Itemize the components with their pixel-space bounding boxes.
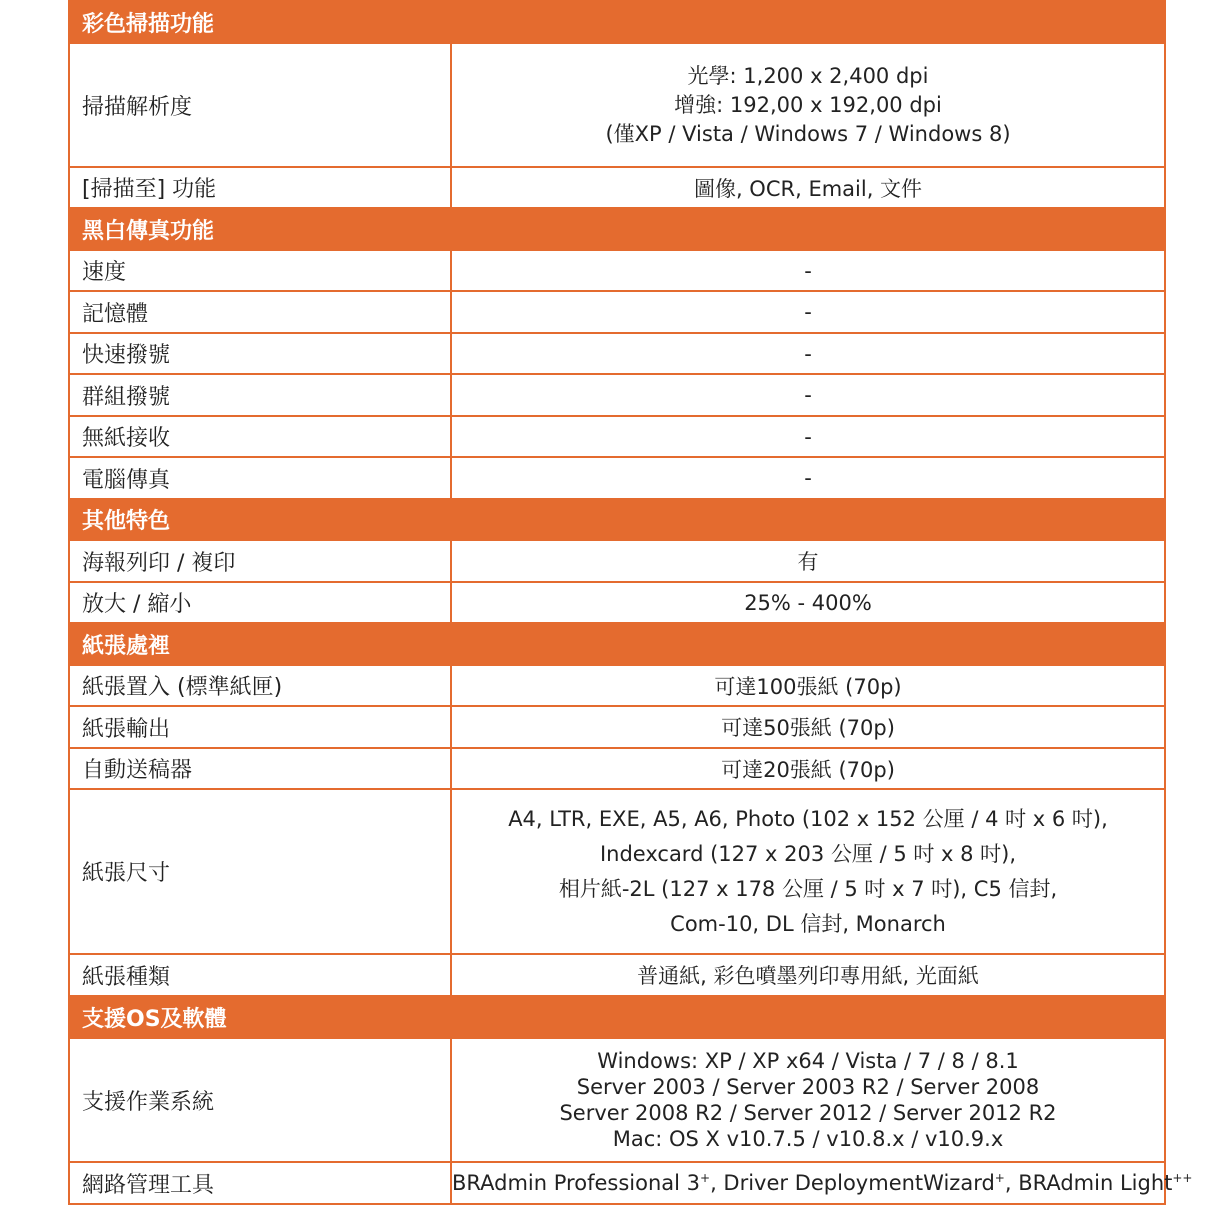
row-label: 速度: [69, 250, 451, 291]
superscript: +: [994, 1171, 1005, 1185]
section-header-paper-handling: [69, 623, 1165, 665]
row-label: 支援作業系統: [69, 1038, 451, 1162]
row-value: 可達20張紙 (70p): [451, 748, 1165, 789]
table-row: [69, 954, 1165, 996]
value-line: Mac: OS X v10.7.5 / v10.8.x / v10.9.x: [612, 1127, 1004, 1151]
value-line: Windows: XP / XP x64 / Vista / 7 / 8 / 8.1: [597, 1049, 1019, 1073]
table-row: [69, 665, 1165, 706]
section-header-other-features: [69, 499, 1165, 540]
row-value: -: [451, 333, 1165, 374]
value-line: Com-10, DL 信封, Monarch: [670, 911, 946, 936]
row-label: 自動送稿器: [69, 748, 451, 789]
row-label: 記憶體: [69, 291, 451, 333]
value-part: BRAdmin Professional 3: [452, 1171, 700, 1195]
spec-table: [68, 0, 1193, 1205]
section-title: 黑白傳真功能: [69, 208, 1165, 250]
row-value: -: [451, 374, 1165, 416]
table-row: [69, 416, 1165, 457]
row-label: [掃描至] 功能: [69, 167, 451, 208]
row-value: [451, 789, 1165, 954]
row-value: [451, 43, 1165, 167]
table-row: [69, 1162, 1165, 1204]
table-row: [69, 167, 1165, 208]
table-row: [69, 748, 1165, 789]
value-line: (僅XP / Vista / Windows 7 / Windows 8): [605, 121, 1011, 146]
row-label: 網路管理工具: [69, 1162, 451, 1204]
row-value: 圖像, OCR, Email, 文件: [451, 167, 1165, 208]
section-header-color-scan: [69, 1, 1165, 43]
value-line: Indexcard (127 x 203 公厘 / 5 吋 x 8 吋),: [599, 841, 1017, 866]
value-line: Server 2003 / Server 2003 R2 / Server 2008: [576, 1075, 1040, 1099]
table-row: [69, 789, 1165, 954]
row-value: -: [451, 457, 1165, 499]
row-value: 可達100張紙 (70p): [451, 665, 1165, 706]
section-header-mono-fax: [69, 208, 1165, 250]
section-title: 紙張處裡: [69, 623, 1165, 665]
row-label: 掃描解析度: [69, 43, 451, 167]
row-label: 快速撥號: [69, 333, 451, 374]
row-label: 紙張輸出: [69, 706, 451, 748]
section-header-os-software: [69, 996, 1165, 1038]
row-label: 紙張置入 (標準紙匣): [69, 665, 451, 706]
row-label: 紙張種類: [69, 954, 451, 996]
value-line: 光學: 1,200 x 2,400 dpi: [687, 63, 929, 88]
row-value: 可達50張紙 (70p): [451, 706, 1165, 748]
row-label: 紙張尺寸: [69, 789, 451, 954]
row-value: -: [451, 416, 1165, 457]
table-row: [69, 333, 1165, 374]
row-value: 普通紙, 彩色噴墨列印專用紙, 光面紙: [451, 954, 1165, 996]
table-row: [69, 43, 1165, 167]
value-line: 相片紙-2L (127 x 178 公厘 / 5 吋 x 7 吋), C5 信封,: [558, 876, 1058, 901]
table-row: [69, 706, 1165, 748]
row-label: 群組撥號: [69, 374, 451, 416]
table-row: [69, 457, 1165, 499]
section-title: 支援OS及軟體: [69, 996, 1165, 1038]
row-label: 電腦傳真: [69, 457, 451, 499]
table-row: [69, 1038, 1165, 1162]
row-label: 海報列印 / 複印: [69, 540, 451, 582]
row-value: 25% - 400%: [451, 582, 1165, 623]
superscript: ++: [1172, 1171, 1193, 1185]
row-label: 無紙接收: [69, 416, 451, 457]
row-value: [451, 1038, 1165, 1162]
table-row: [69, 374, 1165, 416]
table-row: [69, 540, 1165, 582]
value-part: , Driver DeploymentWizard: [710, 1171, 995, 1195]
value-line: 增強: 192,00 x 192,00 dpi: [674, 92, 942, 117]
table-row: [69, 582, 1165, 623]
row-value: 有: [451, 540, 1165, 582]
value-line: Server 2008 R2 / Server 2012 / Server 2012 R2: [559, 1101, 1057, 1125]
section-title: 彩色掃描功能: [69, 1, 1165, 43]
section-title: 其他特色: [69, 499, 1165, 540]
row-value: -: [451, 291, 1165, 333]
table-row: [69, 250, 1165, 291]
table-row: [69, 291, 1165, 333]
superscript: +: [700, 1171, 711, 1185]
row-value: [451, 1162, 1193, 1204]
row-label: 放大 / 縮小: [69, 582, 451, 623]
value-part: , BRAdmin Light: [1004, 1171, 1173, 1195]
row-value: -: [451, 250, 1165, 291]
value-line: A4, LTR, EXE, A5, A6, Photo (102 x 152 公厘 / 4 吋 x 6 吋),: [508, 806, 1108, 831]
